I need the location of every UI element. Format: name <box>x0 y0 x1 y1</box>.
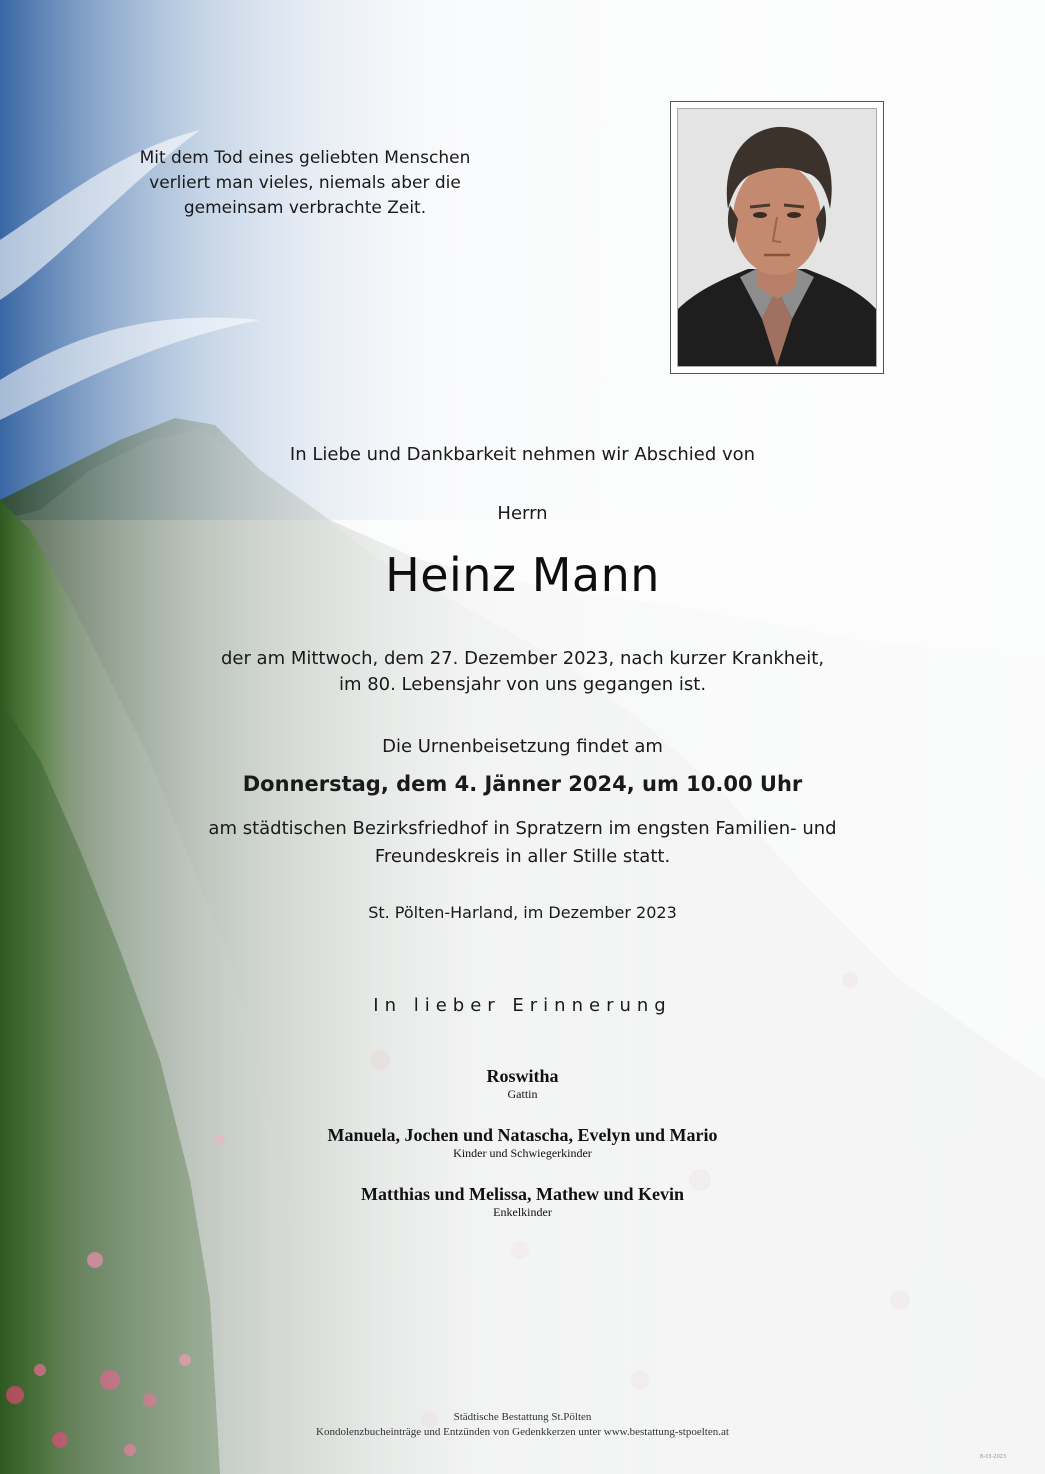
location-line: Freundeskreis in aller Stille statt. <box>374 846 671 867</box>
mourner-entry <box>0 1125 1045 1161</box>
location-line: am städtischen Bezirksfriedhof in Spratzern im engsten Familien- und <box>208 818 837 839</box>
details-line: der am Mittwoch, dem 27. Dezember 2023, nach kurzer Krankheit, <box>220 648 825 669</box>
intro-text: In Liebe und Dankbarkeit nehmen wir Abschied von <box>289 444 756 465</box>
mourner-name: Matthias und Melissa, Mathew und Kevin <box>360 1184 685 1204</box>
quote-line: verliert man vieles, niemals aber die <box>149 173 461 193</box>
ceremony-location <box>0 815 1045 871</box>
mourner-entry <box>0 1184 1045 1220</box>
deceased-name: Heinz Mann <box>385 548 660 602</box>
mourner-relation: Kinder und Schwiegerkinder <box>453 1146 592 1160</box>
mourner-name: Roswitha <box>486 1066 559 1086</box>
quote-line: Mit dem Tod eines geliebten Menschen <box>139 148 471 168</box>
footer-line: Kondolenzbucheinträge und Entzünden von Gedenkkerzen unter www.bestattung-stpoelten.at <box>316 1426 729 1438</box>
footer-line: Städtische Bestattung St.Pölten <box>453 1411 592 1423</box>
salutation: Herrn <box>497 503 548 524</box>
place-date: St. Pölten-Harland, im Dezember 2023 <box>368 903 677 922</box>
details-line: im 80. Lebensjahr von uns gegangen ist. <box>338 674 707 695</box>
portrait-frame <box>670 101 884 374</box>
memory-heading: In lieber Erinnerung <box>373 995 672 1016</box>
death-details <box>0 646 1045 698</box>
portrait-photo <box>677 108 877 367</box>
quote-line: gemeinsam verbrachte Zeit. <box>183 198 427 218</box>
footer <box>0 1410 1045 1440</box>
mourner-relation: Enkelkinder <box>493 1205 552 1219</box>
mourner-entry <box>0 1066 1045 1102</box>
mourner-relation: Gattin <box>507 1087 538 1101</box>
mourner-name: Manuela, Jochen und Natascha, Evelyn und Mario <box>327 1125 718 1145</box>
memorial-quote <box>100 146 510 221</box>
ceremony-intro: Die Urnenbeisetzung findet am <box>382 736 663 757</box>
portrait-image <box>678 109 876 366</box>
ceremony-date: Donnerstag, dem 4. Jänner 2024, um 10.00 Uhr <box>242 772 803 796</box>
document-stamp: B-03-2023 <box>980 1454 1007 1460</box>
